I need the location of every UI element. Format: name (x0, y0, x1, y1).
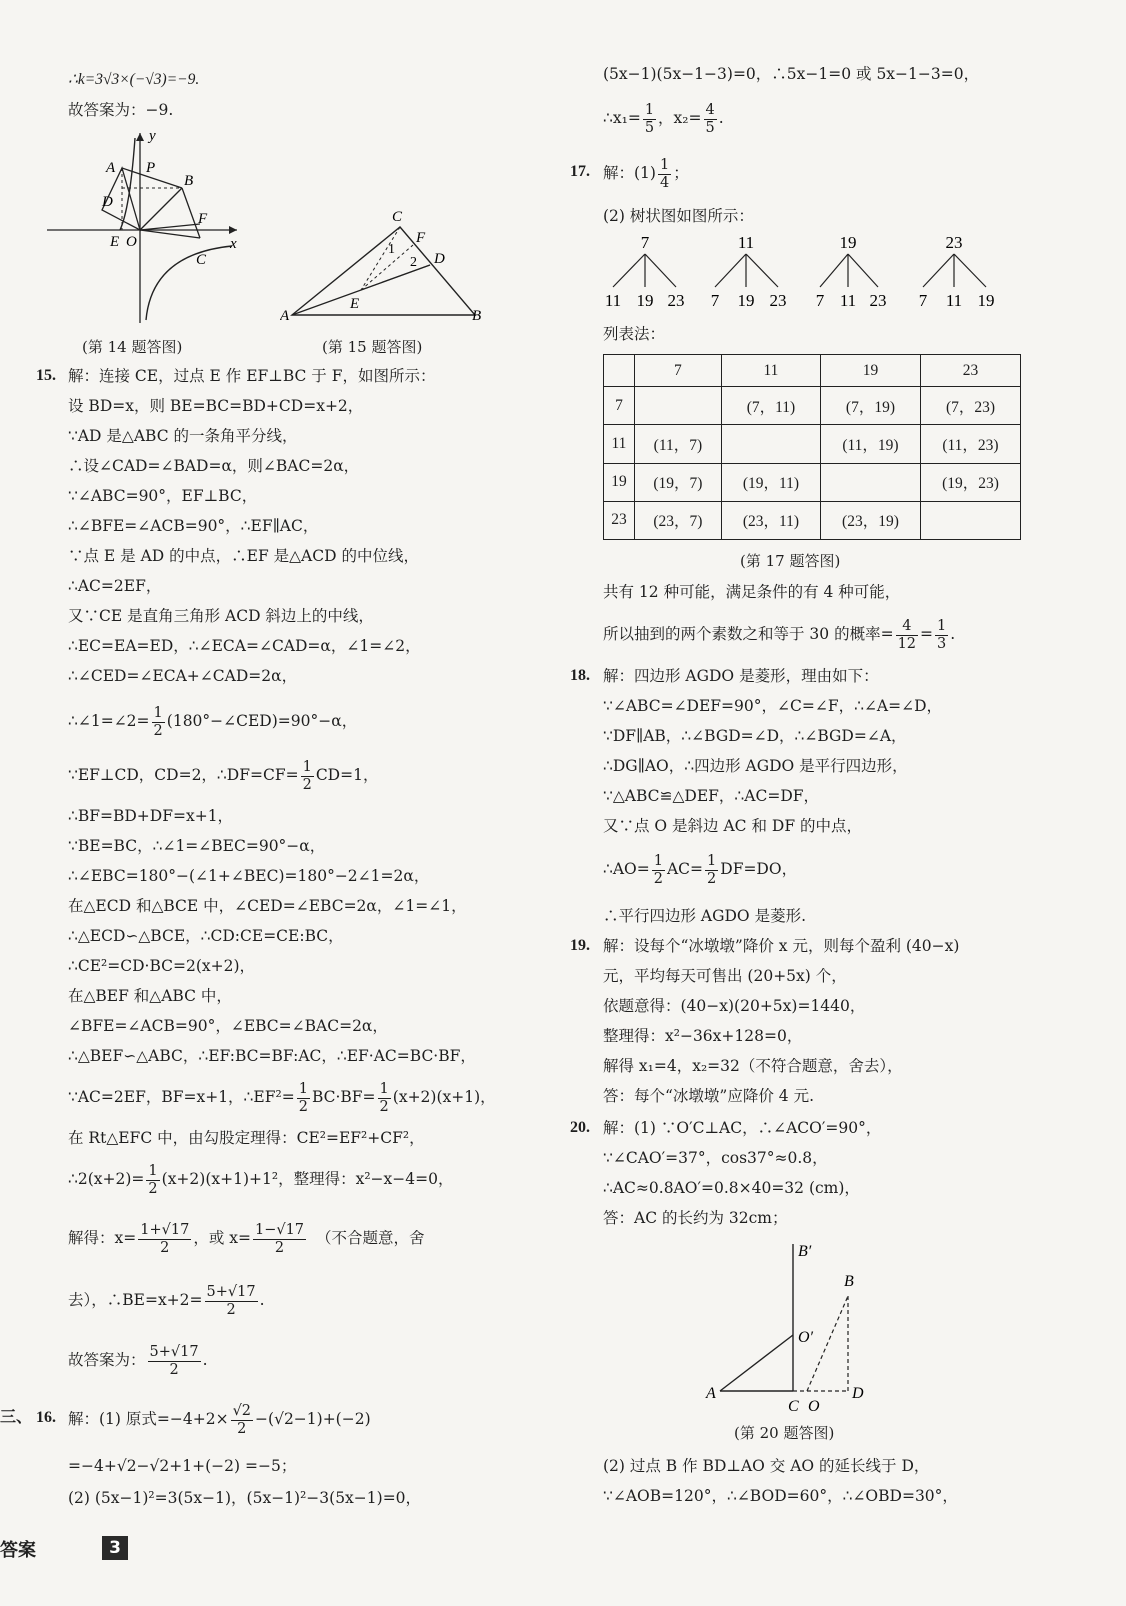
text-line: 答：AC 的长约为 32cm； (603, 1209, 788, 1227)
text-line: 解：连接 CE，过点 E 作 EF⊥BC 于 F，如图所示： (68, 367, 436, 385)
tree-root: 19 (839, 234, 857, 252)
tree-leaf: 7 (815, 291, 825, 310)
text-line: (2) (5x−1)²=3(5x−1)，(5x−1)²−3(5x−1)=0， (68, 1489, 422, 1507)
text-line: ∴x₁= $\frac{1}{5}$ ，x₂= $\frac{4}{5}$ . (603, 101, 724, 136)
text-line: 解得 x₁=4，x₂=32（不符合题意，舍去）， (603, 1057, 903, 1075)
text-line: ∵点 E 是 AD 的中点，∴EF 是△ACD 的中位线， (68, 547, 419, 565)
tree-leaf: 19 (977, 291, 995, 310)
text-line: ∴DG∥AO，∴四边形 AGDO 是平行四边形， (603, 757, 908, 775)
question-number: 19. (570, 937, 590, 954)
table-cell: (7，11) (721, 387, 820, 425)
table-cell (920, 501, 1020, 539)
tree-root: 23 (945, 234, 963, 252)
fig20-label: C (788, 1398, 799, 1415)
text-line: ∴k=3√3×(−√3)=−9. (68, 71, 200, 88)
table-row (604, 387, 1021, 425)
text-line: 列表法： (603, 325, 666, 343)
tree-leaf: 7 (918, 291, 928, 310)
fig15-label: E (350, 296, 360, 312)
table-row (604, 463, 1021, 501)
text-line: 依题意得：(40−x)(20+5x)=1440， (603, 997, 866, 1015)
tree-root: 7 (640, 234, 650, 252)
fig20-label: B (844, 1273, 854, 1290)
text-line: ∴AC≈0.8AO′=0.8×40=32 (cm)， (603, 1179, 860, 1197)
text-line: 在△BEF 和△ABC 中， (68, 987, 232, 1005)
tree-leaf: 23 (769, 291, 787, 310)
fig15-label: C (392, 209, 403, 225)
table-cell: (19，23) (920, 463, 1020, 501)
table-header-cell (604, 355, 635, 387)
text-line: ∴CE²=CD·BC=2(x+2)， (68, 957, 256, 975)
text-line: 在 Rt△EFC 中，由勾股定理得：CE²=EF²+CF²， (68, 1129, 425, 1147)
tree-leaf: 7 (710, 291, 720, 310)
text-line: ∴平行四边形 AGDO 是菱形. (603, 907, 806, 925)
text-line: 解得：x= $\frac{1+√17}{2}$ ，或 x= $\frac{1-√17}{2}$ （不合题意，舍 (68, 1221, 425, 1256)
tree-leaf: 23 (869, 291, 887, 310)
text-line: 所以抽到的两个素数之和等于 30 的概率= $\frac{4}{12}$ = $\frac{1}{3}$ . (603, 617, 956, 652)
text-line: ∴EC=EA=ED，∴∠ECA=∠CAD=α，∠1=∠2， (68, 637, 421, 655)
tree-leaf: 11 (839, 291, 857, 310)
text-line: 解：四边形 AGDO 是菱形，理由如下： (603, 667, 879, 685)
tree-leaf: 11 (604, 291, 622, 310)
text-line: 解：(1) ∵O′C⊥AC，∴∠ACO′=90°， (603, 1119, 882, 1137)
tree-leaf: 11 (945, 291, 963, 310)
table-header-cell: 23 (920, 355, 1020, 387)
text-line: ∵△ABC≌△DEF，∴AC=DF， (603, 787, 820, 805)
fig14-label: P (146, 160, 156, 176)
text-line: (5x−1)(5x−1−3)=0，∴5x−1=0 或 5x−1−3=0， (603, 65, 980, 83)
text-line: ∴2(x+2)= $\frac{1}{2}$ (x+2)(x+1)+1²，整理得：x²−x−4=0， (68, 1162, 454, 1197)
text-line: ∵∠ABC=90°，EF⊥BC， (68, 487, 258, 505)
table-cell: (23，11) (721, 501, 820, 539)
tree-leaf: 23 (667, 291, 685, 310)
table-row (604, 501, 1021, 539)
question-number: 16. (36, 1409, 56, 1426)
footer-label: 答案 (0, 1540, 36, 1561)
tree-leaf: 19 (737, 291, 755, 310)
table-cell: 7 (604, 387, 635, 425)
text-line: 故答案为：−9. (68, 101, 174, 119)
text-line: ∠BFE=∠ACB=90°，∠EBC=∠BAC=2α， (68, 1017, 388, 1035)
tree-leaf: 19 (636, 291, 654, 310)
text-line: ∵∠CAO′=37°，cos37°≈0.8， (603, 1149, 828, 1167)
table-cell: 23 (604, 501, 635, 539)
table-row (604, 425, 1021, 463)
text-line: (2) 树状图如图所示： (603, 207, 754, 225)
fig15-label: B (472, 308, 482, 324)
table-cell (634, 387, 721, 425)
text-line: 在△ECD 和△BCE 中，∠CED=∠EBC=2α，∠1=∠1， (68, 897, 467, 915)
text-line: ∴BF=BD+DF=x+1， (68, 807, 234, 825)
outcome-table (603, 354, 1021, 540)
table-cell (721, 425, 820, 463)
figure-14 (42, 128, 242, 328)
fig14-label: E (110, 234, 120, 250)
figure-14-caption: (第 14 题答图) (82, 338, 183, 356)
figure-20 (700, 1236, 880, 1416)
table-header-cell: 11 (721, 355, 820, 387)
fig14-label: B (184, 173, 194, 189)
text-line: 故答案为： $\frac{5+√17}{2}$ . (68, 1343, 208, 1378)
table-cell: 11 (604, 425, 635, 463)
page-number-badge: 3 (102, 1536, 128, 1560)
fig14-label: F (198, 211, 208, 227)
fig15-label: F (416, 230, 426, 246)
question-number: 18. (570, 667, 590, 684)
text-line: 整理得：x²−36x+128=0， (603, 1027, 803, 1045)
table-cell: 19 (604, 463, 635, 501)
text-line: ∴∠CED=∠ECA+∠CAD=2α， (68, 667, 298, 685)
question-number: 17. (570, 163, 590, 180)
table-header-row (604, 355, 1021, 387)
text-line: 去），∴BE=x+2= $\frac{5+√17}{2}$ . (68, 1283, 265, 1318)
fig15-label: D (434, 251, 445, 267)
table-cell: (19，7) (634, 463, 721, 501)
question-number: 20. (570, 1119, 590, 1136)
text-line: ∴设∠CAD=∠BAD=α，则∠BAC=2α， (68, 457, 360, 475)
table-cell (820, 463, 920, 501)
fig14-label: A (106, 160, 116, 176)
table-cell: (23，19) (820, 501, 920, 539)
table-cell: (11，19) (820, 425, 920, 463)
fig14-label: D (102, 194, 113, 210)
table-cell: (11，23) (920, 425, 1020, 463)
section-number: 三、 (0, 1409, 33, 1426)
table-cell: (23，7) (634, 501, 721, 539)
text-line: ∴AO= $\frac{1}{2}$ AC= $\frac{1}{2}$ DF=DO， (603, 852, 798, 887)
text-line: 又∵CE 是直角三角形 ACD 斜边上的中线， (68, 607, 374, 625)
text-line: ∴∠BFE=∠ACB=90°，∴EF∥AC， (68, 517, 319, 535)
fig20-label: A (706, 1385, 716, 1402)
question-number: 15. (36, 367, 56, 384)
tree-root: 11 (737, 234, 755, 252)
fig14-label: x (230, 236, 237, 252)
text-line: ∵BE=BC，∴∠1=∠BEC=90°−α， (68, 837, 326, 855)
text-line: ∴∠1=∠2= $\frac{1}{2}$ (180°−∠CED)=90°−α， (68, 704, 358, 739)
text-line: ∵∠ABC=∠DEF=90°，∠C=∠F，∴∠A=∠D， (603, 697, 943, 715)
text-line: 元，平均每天可售出 (20+5x) 个， (603, 967, 847, 985)
text-line: ∵AC=2EF，BF=x+1，∴EF²= $\frac{1}{2}$ BC·BF= $\frac{1}{2}$ (x+2)(x+1)， (68, 1080, 496, 1115)
fig15-label: A (280, 308, 290, 324)
figure-15 (280, 205, 490, 330)
text-line: 答：每个“冰墩墩”应降价 4 元. (603, 1087, 814, 1105)
text-line: ∵AD 是△ABC 的一条角平分线， (68, 427, 298, 445)
table-cell: (7，23) (920, 387, 1020, 425)
fig14-label: C (196, 252, 207, 268)
text-line: 设 BD=x，则 BE=BC=BD+CD=x+2， (68, 397, 364, 415)
text-line: 解：(1) 原式=−4+2× $\frac{√2}{2}$ −(√2−1)+(−2) (68, 1402, 371, 1437)
fig20-label: B′ (798, 1243, 812, 1260)
text-line: =−4+√2−√2+1+(−2) =−5； (68, 1457, 297, 1475)
table-header-cell: 19 (820, 355, 920, 387)
text-line: 解：(1) $\frac{1}{4}$ ； (603, 156, 689, 191)
text-line: ∵DF∥AB，∴∠BGD=∠D，∴∠BGD=∠A， (603, 727, 907, 745)
text-line: 解：设每个“冰墩墩”降价 x 元，则每个盈利 (40−x) (603, 937, 960, 955)
table-cell: (19，11) (721, 463, 820, 501)
fig20-label: O′ (798, 1329, 814, 1346)
tree-diagram (598, 234, 1018, 314)
table-cell: (11，7) (634, 425, 721, 463)
fig15-label: 1 (388, 242, 395, 257)
figure-15-caption: (第 15 题答图) (322, 338, 423, 356)
fig20-label: O (808, 1398, 820, 1415)
text-line: ∴∠EBC=180°−(∠1+∠BEC)=180°−2∠1=2α， (68, 867, 430, 885)
fig14-label: O (126, 234, 137, 250)
text-line: ∵EF⊥CD，CD=2，∴DF=CF= $\frac{1}{2}$ CD=1， (68, 758, 379, 793)
figure-17-caption: (第 17 题答图) (740, 552, 841, 570)
fig15-label: 2 (410, 255, 417, 270)
text-line: (2) 过点 B 作 BD⊥AO 交 AO 的延长线于 D， (603, 1457, 930, 1475)
fig14-label: y (149, 128, 156, 144)
text-line: ∴△ECD∽△BCE，∴CD:CE=CE:BC， (68, 927, 344, 945)
text-line: ∴AC=2EF， (68, 577, 162, 595)
figure-20-caption: (第 20 题答图) (734, 1424, 835, 1442)
table-cell: (7，19) (820, 387, 920, 425)
text-line: ∴△BEF∽△ABC，∴EF:BC=BF:AC，∴EF·AC=BC·BF， (68, 1047, 476, 1065)
table-header-cell: 7 (634, 355, 721, 387)
text-line: 共有 12 种可能，满足条件的有 4 种可能， (603, 583, 901, 601)
fig20-label: D (852, 1385, 864, 1402)
text-line: 又∵点 O 是斜边 AC 和 DF 的中点， (603, 817, 863, 835)
text-line: ∵∠AOB=120°，∴∠BOD=60°，∴∠OBD=30°， (603, 1487, 958, 1505)
